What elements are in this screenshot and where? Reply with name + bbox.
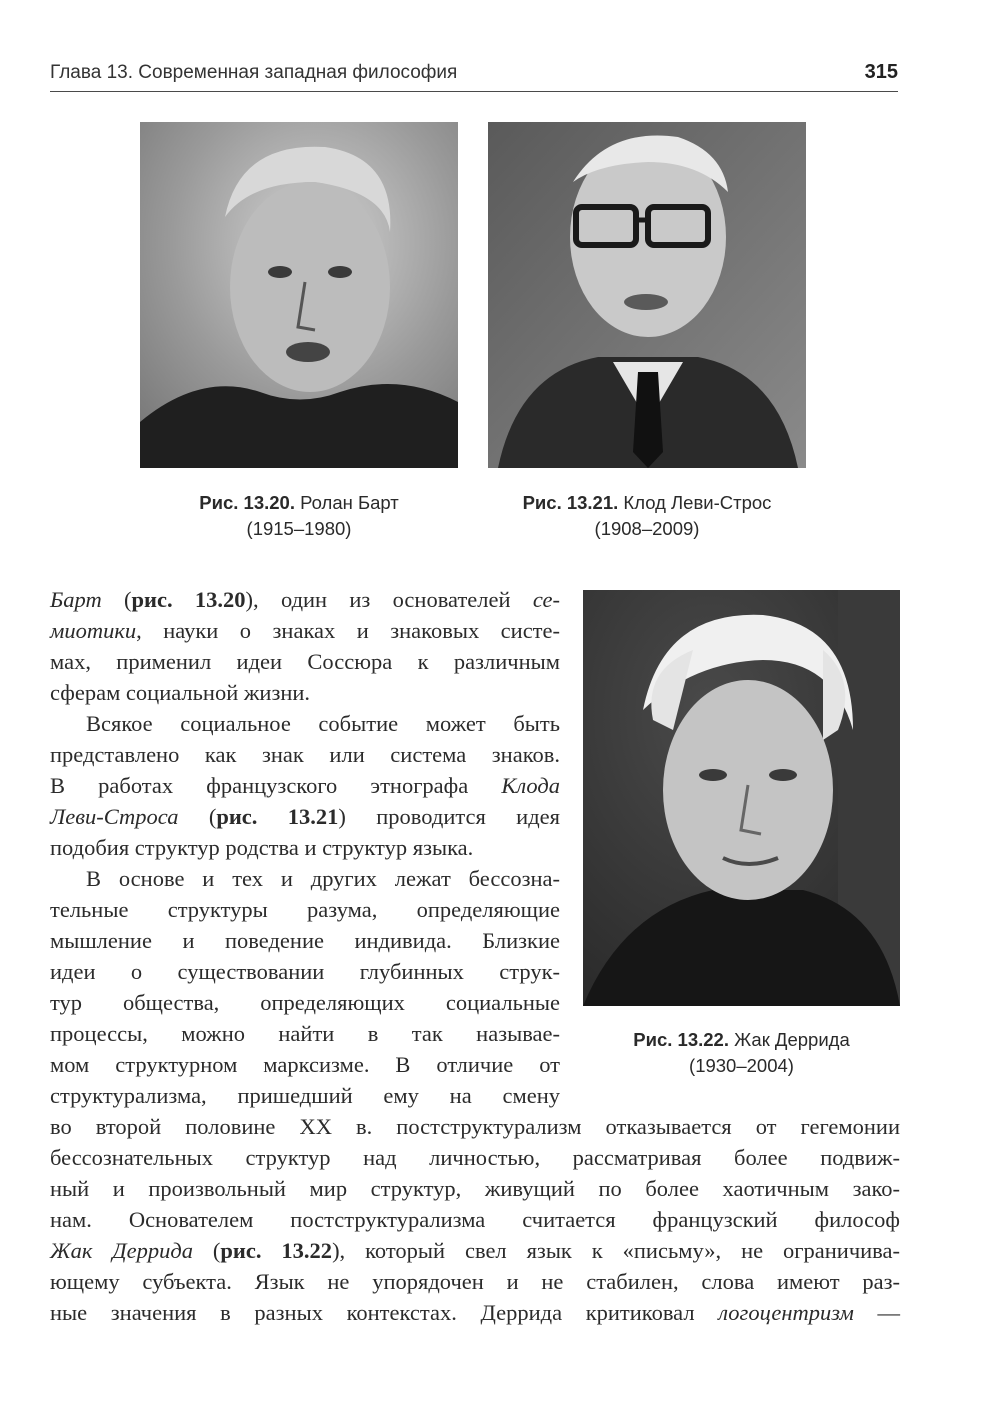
text-line: мышление и поведение индивида. Близкие	[50, 928, 560, 953]
figure-ref: рис. 13.20	[131, 587, 246, 612]
text-line: идеи о существовании глубинных струк-	[50, 959, 560, 984]
text-line: Барт (рис. 13.20), один из основателей се-	[50, 587, 560, 612]
text-line: ный и произвольный мир структур, живущий по более хаотичным зако-	[50, 1176, 900, 1201]
text-line: подобия структур родства и структур языка.	[50, 835, 474, 860]
term-logocentrism: логоцентризм	[718, 1300, 854, 1325]
text-line: бессознательных структур над личностью, рассматривая более подвиж-	[50, 1145, 900, 1170]
name-levi-strauss: Клода	[501, 773, 560, 798]
text-line: структурализма, пришедший ему на смену	[50, 1083, 560, 1108]
text-line: Всякое социальное событие может быть	[86, 711, 560, 736]
figure-person-name: Ролан Барт	[300, 492, 399, 513]
page-number: 315	[864, 61, 898, 83]
figure-years: (1915–1980)	[246, 518, 352, 539]
text-line: во второй половине XX в. постструктурализм отказывается от гегемонии	[50, 1114, 900, 1139]
text-line: В основе и тех и других лежат бессозна-	[86, 866, 560, 891]
figure-years: (1908–2009)	[594, 518, 700, 539]
text-line: мах, применил идеи Соссюра к различным	[50, 649, 560, 674]
figure-person-name: Жак Деррида	[734, 1029, 850, 1050]
caption-fig-13-21	[488, 490, 806, 542]
figure-label: Рис. 13.21.	[522, 492, 619, 513]
figure-label: Рис. 13.22.	[633, 1029, 729, 1050]
text-line: Леви-Строса (рис. 13.21) проводится идея	[50, 804, 560, 829]
text-line: тур общества, определяющих социальные	[50, 990, 560, 1015]
text-line: нам. Основателем постструктурализма считается французский философ	[50, 1207, 900, 1232]
text-line: сферам социальной жизни.	[50, 680, 311, 705]
caption-fig-13-22	[583, 1027, 900, 1079]
photo-roland-barthes	[140, 122, 458, 468]
text-line: мом структурном марксизме. В отличие от	[50, 1052, 560, 1077]
name-barthes: Барт	[50, 587, 102, 612]
body-text-full	[50, 1111, 900, 1328]
photo-claude-levi-strauss	[488, 122, 806, 468]
body-text-narrow	[50, 584, 560, 1111]
figure-label: Рис. 13.20.	[199, 492, 295, 513]
text-line: тельные структуры разума, определяющие	[50, 897, 560, 922]
text-line: ющему субъекта. Язык не упорядочен и не стабилен, слова имеют раз-	[50, 1269, 900, 1294]
figure-ref: рис. 13.21	[216, 804, 339, 829]
chapter-title: Глава 13. Современная западная философия	[50, 62, 458, 83]
caption-fig-13-20	[140, 490, 458, 542]
figure-ref: рис. 13.22	[220, 1238, 333, 1263]
running-header	[50, 60, 898, 92]
photo-jacques-derrida	[583, 590, 900, 1006]
text-line: миотики, науки о знаках и знаковых систе-	[50, 618, 560, 643]
text-line: Жак Деррида (рис. 13.22), который свел язык к «письму», не ограничива-	[50, 1238, 900, 1263]
term-semiotics: миотики	[50, 618, 137, 643]
figure-person-name: Клод Леви-Строс	[623, 492, 772, 513]
text-line: ные значения в разных контекстах. Деррида критиковал логоцентризм —	[50, 1300, 901, 1325]
text-line: В работах французского этнографа Клода	[50, 773, 560, 798]
figure-years: (1930–2004)	[689, 1055, 794, 1076]
text-line: представлено как знак или система знаков.	[50, 742, 560, 767]
text-line: процессы, можно найти в так называе-	[50, 1021, 560, 1046]
name-derrida: Жак Деррида	[50, 1238, 193, 1263]
